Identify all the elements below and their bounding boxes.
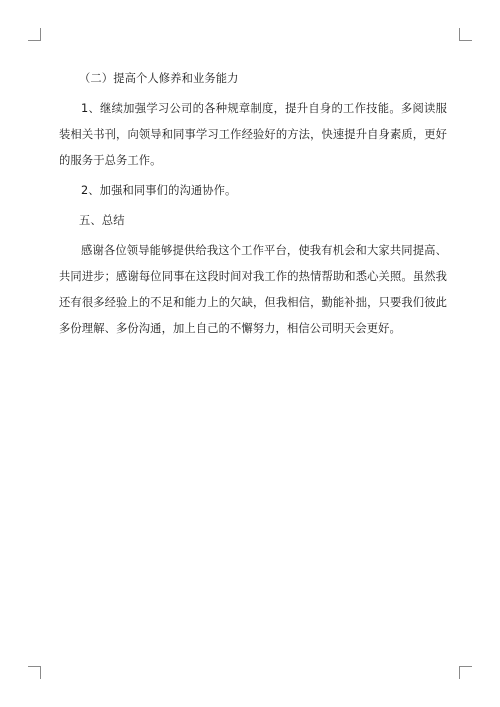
- crop-mark-bottom-left: [28, 666, 41, 679]
- section-heading-self-improvement: （二）提高个人修养和业务能力: [79, 72, 239, 85]
- crop-mark-bottom-right: [459, 666, 472, 679]
- section-heading-summary: 五、总结: [79, 214, 125, 227]
- document-body: [59, 66, 447, 346]
- paragraph-thanks: 感谢各位领导能够提供给我这个工作平台，使我有机会和大家共同提高、共同进步；感谢每位同事在这段时间对我工作的热情帮助和悉心关照。虽然我还有很多经验上的不足和能力上的欠缺，但我相信，勤能补拙，只要我们彼此多份理解、多份沟通，加上自己的不懈努力，相信公司明天会更好。: [59, 244, 447, 335]
- crop-mark-top-left: [28, 28, 41, 41]
- crop-mark-top-right: [459, 28, 472, 41]
- paragraph-study-regulations: 1、继续加强学习公司的各种规章制度，提升自身的工作技能。多阅读服装相关书刊，向领导和同事学习工作经验好的方法，快速提升自身素质，更好的服务于总务工作。: [59, 102, 447, 167]
- paragraph-communication: 2、加强和同事们的沟通协作。: [81, 184, 237, 197]
